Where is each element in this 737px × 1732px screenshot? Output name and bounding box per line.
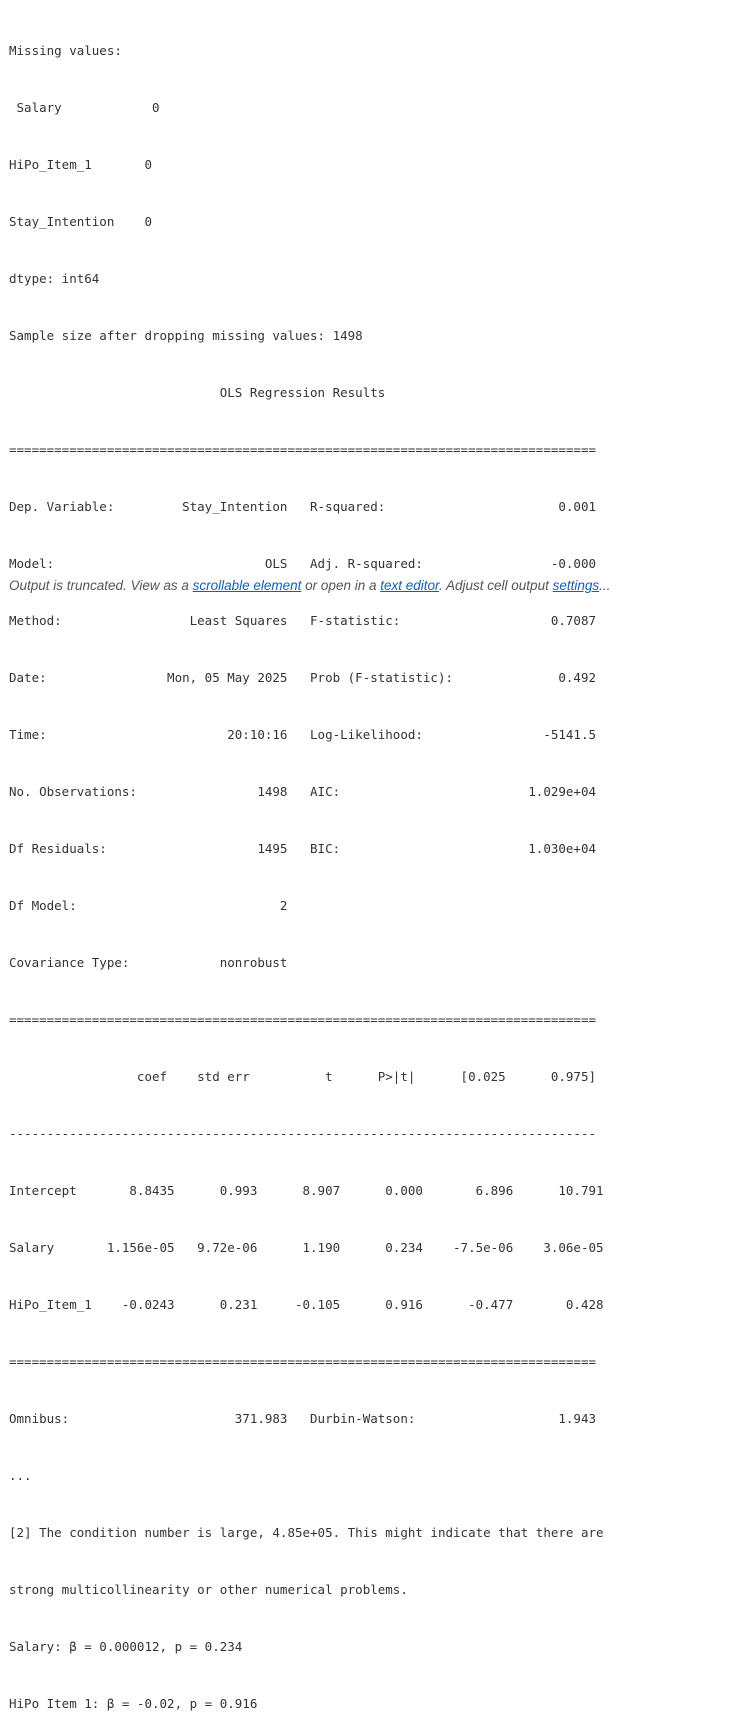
output-line: Sample size after dropping missing values: 1498 [9,328,363,343]
truncation-text: Output is truncated. View as a [9,578,193,593]
summary-row: Date: Mon, 05 May 2025 Prob (F-statistic): 0.492 [9,670,596,685]
summary-row: Dep. Variable: Stay_Intention R-squared: 0.001 [9,499,596,514]
truncation-text: or open in a [301,578,381,593]
summary-row: Time: 20:10:16 Log-Likelihood: -5141.5 [9,727,596,742]
separator-line: ============================================================================== [9,1012,596,1027]
output-line: dtype: int64 [9,271,100,286]
coef-table-header: coef std err t P>|t| [0.025 0.975] [9,1069,596,1084]
coef-table-row: Intercept 8.8435 0.993 8.907 0.000 6.896 10.791 [9,1183,604,1198]
text-editor-link[interactable]: text editor [380,578,440,593]
summary-row: No. Observations: 1498 AIC: 1.029e+04 [9,784,596,799]
ols-title: OLS Regression Results [9,385,596,400]
separator-line: ============================================================================== [9,442,596,457]
summary-row: Model: OLS Adj. R-squared: -0.000 [9,556,596,571]
separator-line: ------------------------------------------------------------------------------ [9,1126,596,1141]
truncation-text: ... [599,578,611,593]
output-line: Salary: β = 0.000012, p = 0.234 [9,1639,243,1654]
coef-table-row: Salary 1.156e-05 9.72e-06 1.190 0.234 -7.5e-06 3.06e-05 [9,1240,604,1255]
output-line: ... [9,1468,32,1483]
summary-row: Omnibus: 371.983 Durbin-Watson: 1.943 [9,1411,596,1426]
output-line: Stay_Intention 0 [9,214,152,229]
summary-row: Method: Least Squares F-statistic: 0.7087 [9,613,596,628]
summary-row: Df Model: 2 [9,898,288,913]
truncation-notice [9,578,610,593]
output-line: Missing values: [9,43,122,58]
output-line: strong multicollinearity or other numerical problems. [9,1582,408,1597]
summary-row: Covariance Type: nonrobust [9,955,288,970]
output-line: HiPo Item 1: β = -0.02, p = 0.916 [9,1696,258,1711]
separator-line: ============================================================================== [9,1354,596,1369]
output-line: HiPo_Item_1 0 [9,157,152,172]
coef-table-row: HiPo_Item_1 -0.0243 0.231 -0.105 0.916 -0.477 0.428 [9,1297,604,1312]
settings-link[interactable]: settings [552,578,600,593]
output-line: Salary 0 [9,100,160,115]
cell-output [9,3,729,1732]
summary-row: Df Residuals: 1495 BIC: 1.030e+04 [9,841,596,856]
truncation-text: . Adjust cell output [439,578,553,593]
scrollable-element-link[interactable]: scrollable element [192,578,302,593]
output-line: [2] The condition number is large, 4.85e+05. This might indicate that there are [9,1525,604,1540]
